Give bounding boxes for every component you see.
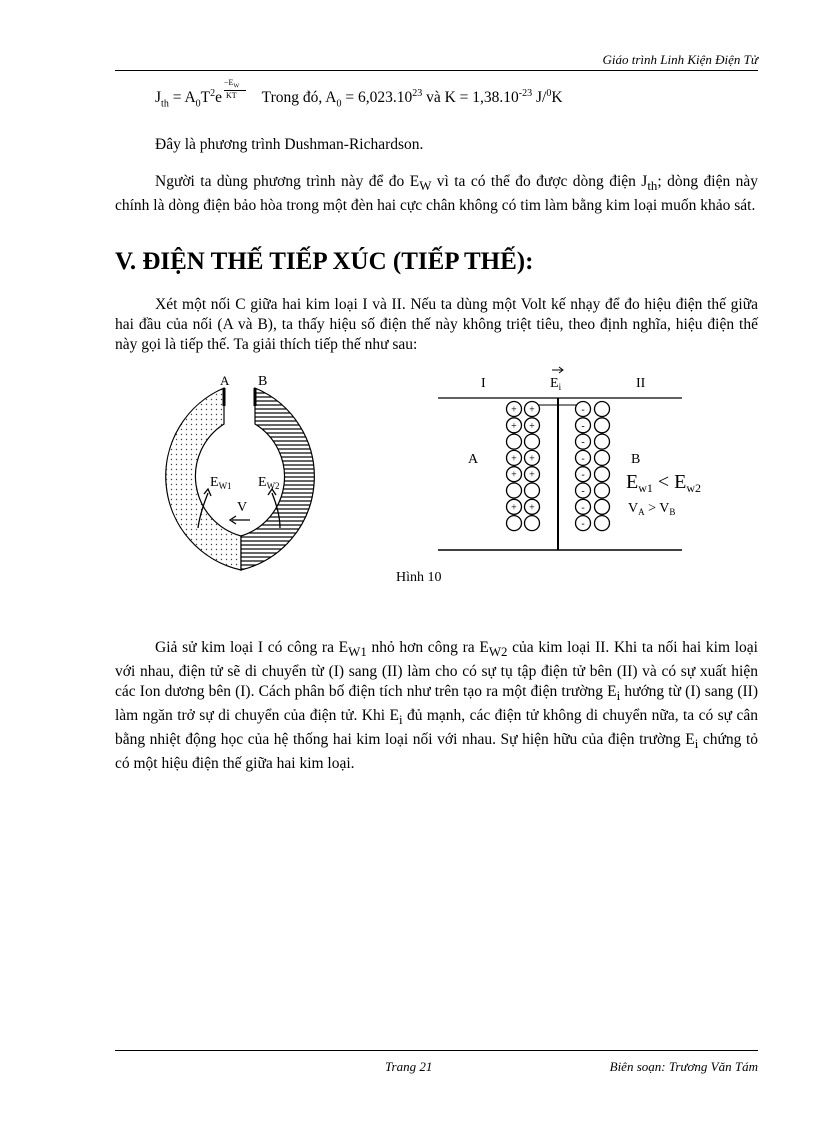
electron-circle bbox=[595, 467, 610, 482]
ion-circle bbox=[525, 483, 540, 498]
electron-circle bbox=[595, 499, 610, 514]
ring-figure bbox=[140, 368, 355, 573]
ion-circle-sign: + bbox=[511, 404, 517, 416]
paragraph-measurement: Người ta dùng phương trình này để đo $E_W$ vì ta có thể đo được dòng điện $J_{th}$; dòng điện này chính là dòng điện bảo hòa trong một đèn hai cực chân không có tim làm bằng kim loại muốn khảo sát. bbox=[115, 173, 758, 215]
footer-rule bbox=[115, 1050, 758, 1051]
electron-circle-sign: - bbox=[581, 404, 585, 416]
ion-circle bbox=[525, 434, 540, 449]
running-header: Giáo trình Linh Kiện Điện Tử bbox=[602, 52, 758, 67]
figure-caption: Hình 10 bbox=[396, 570, 442, 585]
potential-inequality: $V_A > V_B$ bbox=[628, 501, 676, 517]
ion-circle-sign: + bbox=[529, 420, 535, 432]
junction-figure bbox=[436, 362, 736, 562]
ring-label-v: V bbox=[237, 500, 248, 515]
ion-circle bbox=[507, 434, 522, 449]
ion-circle-sign: + bbox=[529, 502, 535, 514]
junction-label-i: I bbox=[481, 376, 486, 391]
workfunction-inequality: $E_{w1} < E_{w2}$ bbox=[626, 471, 702, 495]
electron-circle-sign: - bbox=[581, 420, 585, 432]
ion-circle-sign: + bbox=[529, 453, 535, 465]
junction-label-a: A bbox=[468, 452, 479, 467]
electron-circle-sign: - bbox=[581, 469, 585, 481]
ring-label-b: B bbox=[258, 374, 268, 389]
junction-label-ii: II bbox=[636, 376, 646, 391]
ion-circle bbox=[507, 483, 522, 498]
electron-circle-sign: - bbox=[581, 437, 585, 449]
positive-ions-layer bbox=[507, 402, 540, 531]
electron-circle-sign: - bbox=[581, 518, 585, 530]
paragraph-explanation: Giả sử kim loại I có công ra $E_{W1}$ nhỏ hơn công ra $E_{W2}$ của kim loại II. Khi ta nối hai kim loại với nhau, điện tử sẽ di chuyển từ (I) sang (II) làm cho có sự tụ tập điện tử bên (II) và có sự xuất hiện các Ion dương bên (I). Cách phân bố điện tích như trên tạo ra một điện trường $E_i$ hướng từ (I) sang (II) làm ngăn trở sự di chuyển của điện tử. Khi $E_i$ đủ mạnh, các điện tử không di chuyển nữa, ta có sự cân bằng nhiệt động học của hệ thống hai kim loại nối với nhau. Sự hiện hữu của điện trường $E_i$ chứng tỏ có một hiệu điện thế giữa hai kim loại. bbox=[115, 639, 758, 773]
ion-circle-sign: + bbox=[511, 453, 517, 465]
section-heading: V. ĐIỆN THẾ TIẾP XÚC (TIẾP THẾ): bbox=[115, 248, 534, 275]
electron-circle-sign: - bbox=[581, 453, 585, 465]
paragraph-dushman: Đây là phương trình Dushman-Richardson. bbox=[155, 136, 424, 153]
ring-label-a: A bbox=[220, 373, 230, 388]
ion-circle bbox=[507, 516, 522, 531]
electron-circle bbox=[595, 516, 610, 531]
header-rule bbox=[115, 70, 758, 71]
dushman-formula: $J_{th} = A_0T^2e$ $\frac{-E_W}{KT}$ Trong đó, $A_0 = 6,023.10^{23}$ và $K = 1,38.10^{-23}$ J/$^0$K bbox=[155, 78, 563, 110]
page-number: Trang 21 bbox=[385, 1059, 433, 1074]
exponent-fraction: $\frac{-E_W}{KT}$ bbox=[222, 88, 250, 108]
electron-circle-sign: - bbox=[581, 486, 585, 497]
ion-circle-sign: + bbox=[529, 469, 535, 481]
ion-circle bbox=[525, 516, 540, 531]
electron-circle bbox=[595, 434, 610, 449]
junction-label-ei: $E_i$ bbox=[550, 376, 562, 392]
electron-circle-sign: - bbox=[581, 502, 585, 514]
electron-circle bbox=[595, 418, 610, 433]
electrons-layer bbox=[576, 402, 610, 531]
footer-author: Biên soạn: Trương Văn Tám bbox=[609, 1059, 758, 1074]
ion-circle-sign: + bbox=[511, 469, 517, 481]
ion-circle-sign: + bbox=[511, 502, 517, 514]
electron-circle bbox=[595, 450, 610, 465]
ring-label-ew2: $E_{W2}$ bbox=[258, 475, 280, 491]
ring-label-ew1: $E_{W1}$ bbox=[210, 475, 232, 491]
metal-one-arc bbox=[166, 388, 241, 570]
ion-circle-sign: + bbox=[529, 404, 535, 416]
paragraph-contact-potential: Xét một nối C giữa hai kim loại I và II. Nếu ta dùng một Volt kế nhạy để đo hiệu điện thế giữa hai đầu của nối (A và B), ta thấy hiệu số điện thế này không triệt tiêu, theo định nghĩa, hiệu điện thế này gọi là tiếp thế. Ta giải thích tiếp thế như sau: bbox=[115, 296, 758, 353]
ion-circle-sign: + bbox=[511, 420, 517, 432]
electron-circle bbox=[595, 483, 610, 498]
electron-circle bbox=[595, 402, 610, 417]
junction-label-b: B bbox=[631, 452, 641, 467]
metal-two-arc bbox=[241, 388, 314, 570]
